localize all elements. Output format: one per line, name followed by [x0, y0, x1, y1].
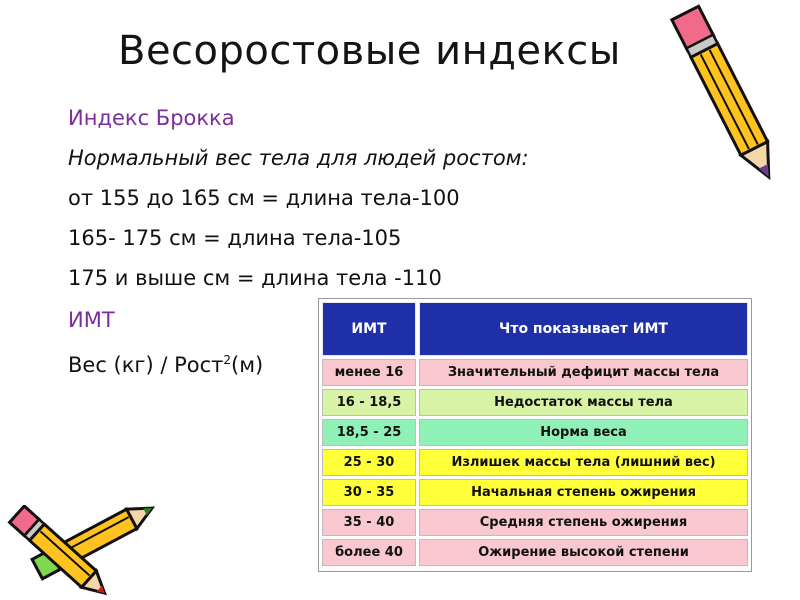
table-cell-meaning: Начальная степень ожирения [419, 479, 748, 506]
broca-intro: Нормальный вес тела для людей ростом: [68, 146, 529, 170]
table-cell-range: менее 16 [322, 359, 416, 386]
table-cell-meaning: Средняя степень ожирения [419, 509, 748, 536]
table-cell-range: 30 - 35 [322, 479, 416, 506]
table-row [322, 509, 748, 536]
table-cell-meaning: Излишек массы тела (лишний вес) [419, 449, 748, 476]
broca-row-2: 165- 175 см = длина тела-105 [68, 226, 402, 250]
table-cell-meaning: Ожирение высокой степени [419, 539, 748, 566]
broca-row-1: от 155 до 165 см = длина тела-100 [68, 186, 460, 210]
broca-heading: Индекс Брокка [68, 106, 235, 130]
table-row [322, 419, 748, 446]
bmi-heading: ИМТ [68, 308, 115, 332]
table-cell-range: 25 - 30 [322, 449, 416, 476]
table-cell-range: 35 - 40 [322, 509, 416, 536]
table-cell-range: 18,5 - 25 [322, 419, 416, 446]
pencil-icon-bottom-left-2 [0, 505, 125, 600]
table-cell-range: более 40 [322, 539, 416, 566]
table-header-imt: ИМТ [322, 302, 416, 356]
table-row [322, 389, 748, 416]
table-cell-meaning: Значительный дефицит массы тела [419, 359, 748, 386]
table-header-meaning: Что показывает ИМТ [419, 302, 748, 356]
table-cell-range: 16 - 18,5 [322, 389, 416, 416]
bmi-formula [68, 340, 263, 385]
bmi-formula-main: Вес (кг) / Рост [68, 353, 224, 377]
bmi-formula-unit: (м) [231, 353, 264, 377]
table-header-row [322, 302, 748, 356]
table-cell-meaning: Недостаток массы тела [419, 389, 748, 416]
bmi-section [68, 300, 263, 385]
bmi-table [318, 298, 752, 572]
table-row [322, 479, 748, 506]
slide-title: Весоростовые индексы [118, 28, 621, 74]
bmi-formula-sup: 2 [223, 353, 232, 367]
table-row [322, 359, 748, 386]
table-cell-meaning: Норма веса [419, 419, 748, 446]
table-row [322, 449, 748, 476]
broca-row-3: 175 и выше см = длина тела -110 [68, 266, 442, 290]
broca-section [68, 98, 529, 298]
pencil-icon-top-right [662, 0, 792, 190]
table-row [322, 539, 748, 566]
